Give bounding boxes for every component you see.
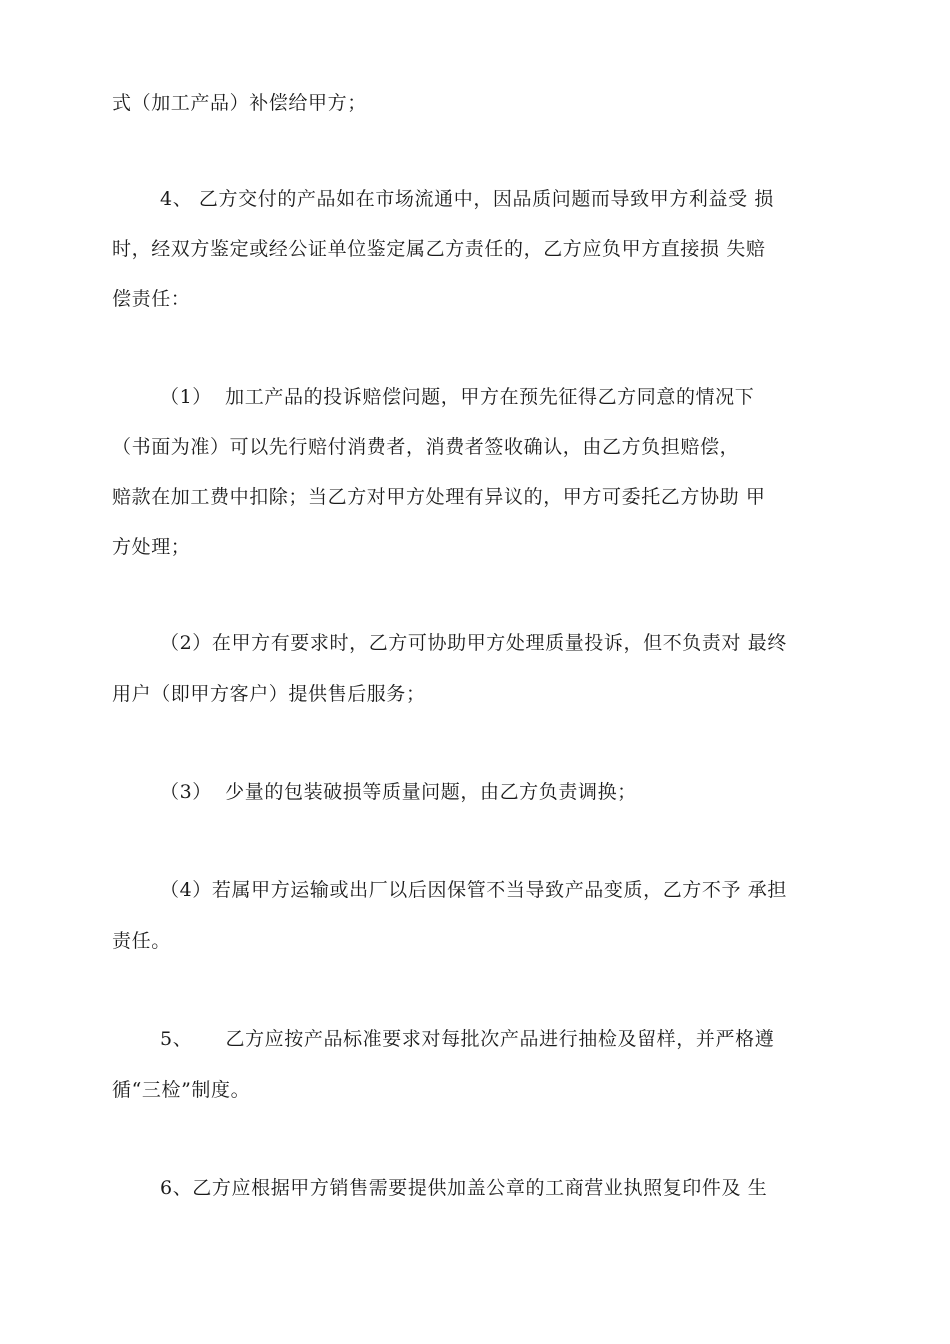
text-line: （书面为准）可以先行赔付消费者，消费者签收确认，由乙方负担赔偿， [112,436,740,458]
text-line: （3） 少量的包装破损等质量问题，由乙方负责调换； [160,781,637,803]
text-line: 时，经双方鉴定或经公证单位鉴定属乙方责任的，乙方应负甲方直接损 失赔 [112,238,766,260]
text-line: 6、乙方应根据甲方销售需要提供加盖公章的工商营业执照复印件及 生 [160,1177,768,1199]
text-line: 循“三检”制度。 [112,1079,251,1101]
text-line: （1） 加工产品的投诉赔偿问题，甲方在预先征得乙方同意的情况下 [160,386,755,408]
text-line: 4、 乙方交付的产品如在市场流通中，因品质问题而导致甲方利益受 损 [160,188,774,210]
text-line: （4）若属甲方运输或出厂以后因保管不当导致产品变质，乙方不予 承担 [160,879,787,901]
text-line: 5、 乙方应按产品标准要求对每批次产品进行抽检及留样，并严格遵 [160,1028,775,1050]
text-line: 用户（即甲方客户）提供售后服务； [112,683,426,705]
text-line: 式（加工产品）补偿给甲方； [112,92,367,114]
text-line: 方处理； [112,536,191,558]
text-line: 赔款在加工费中扣除；当乙方对甲方处理有异议的，甲方可委托乙方协助 甲 [112,486,766,508]
text-line: （2）在甲方有要求时，乙方可协助甲方处理质量投诉，但不负责对 最终 [160,632,787,654]
text-line: 偿责任： [112,288,191,310]
text-line: 责任。 [112,930,171,952]
